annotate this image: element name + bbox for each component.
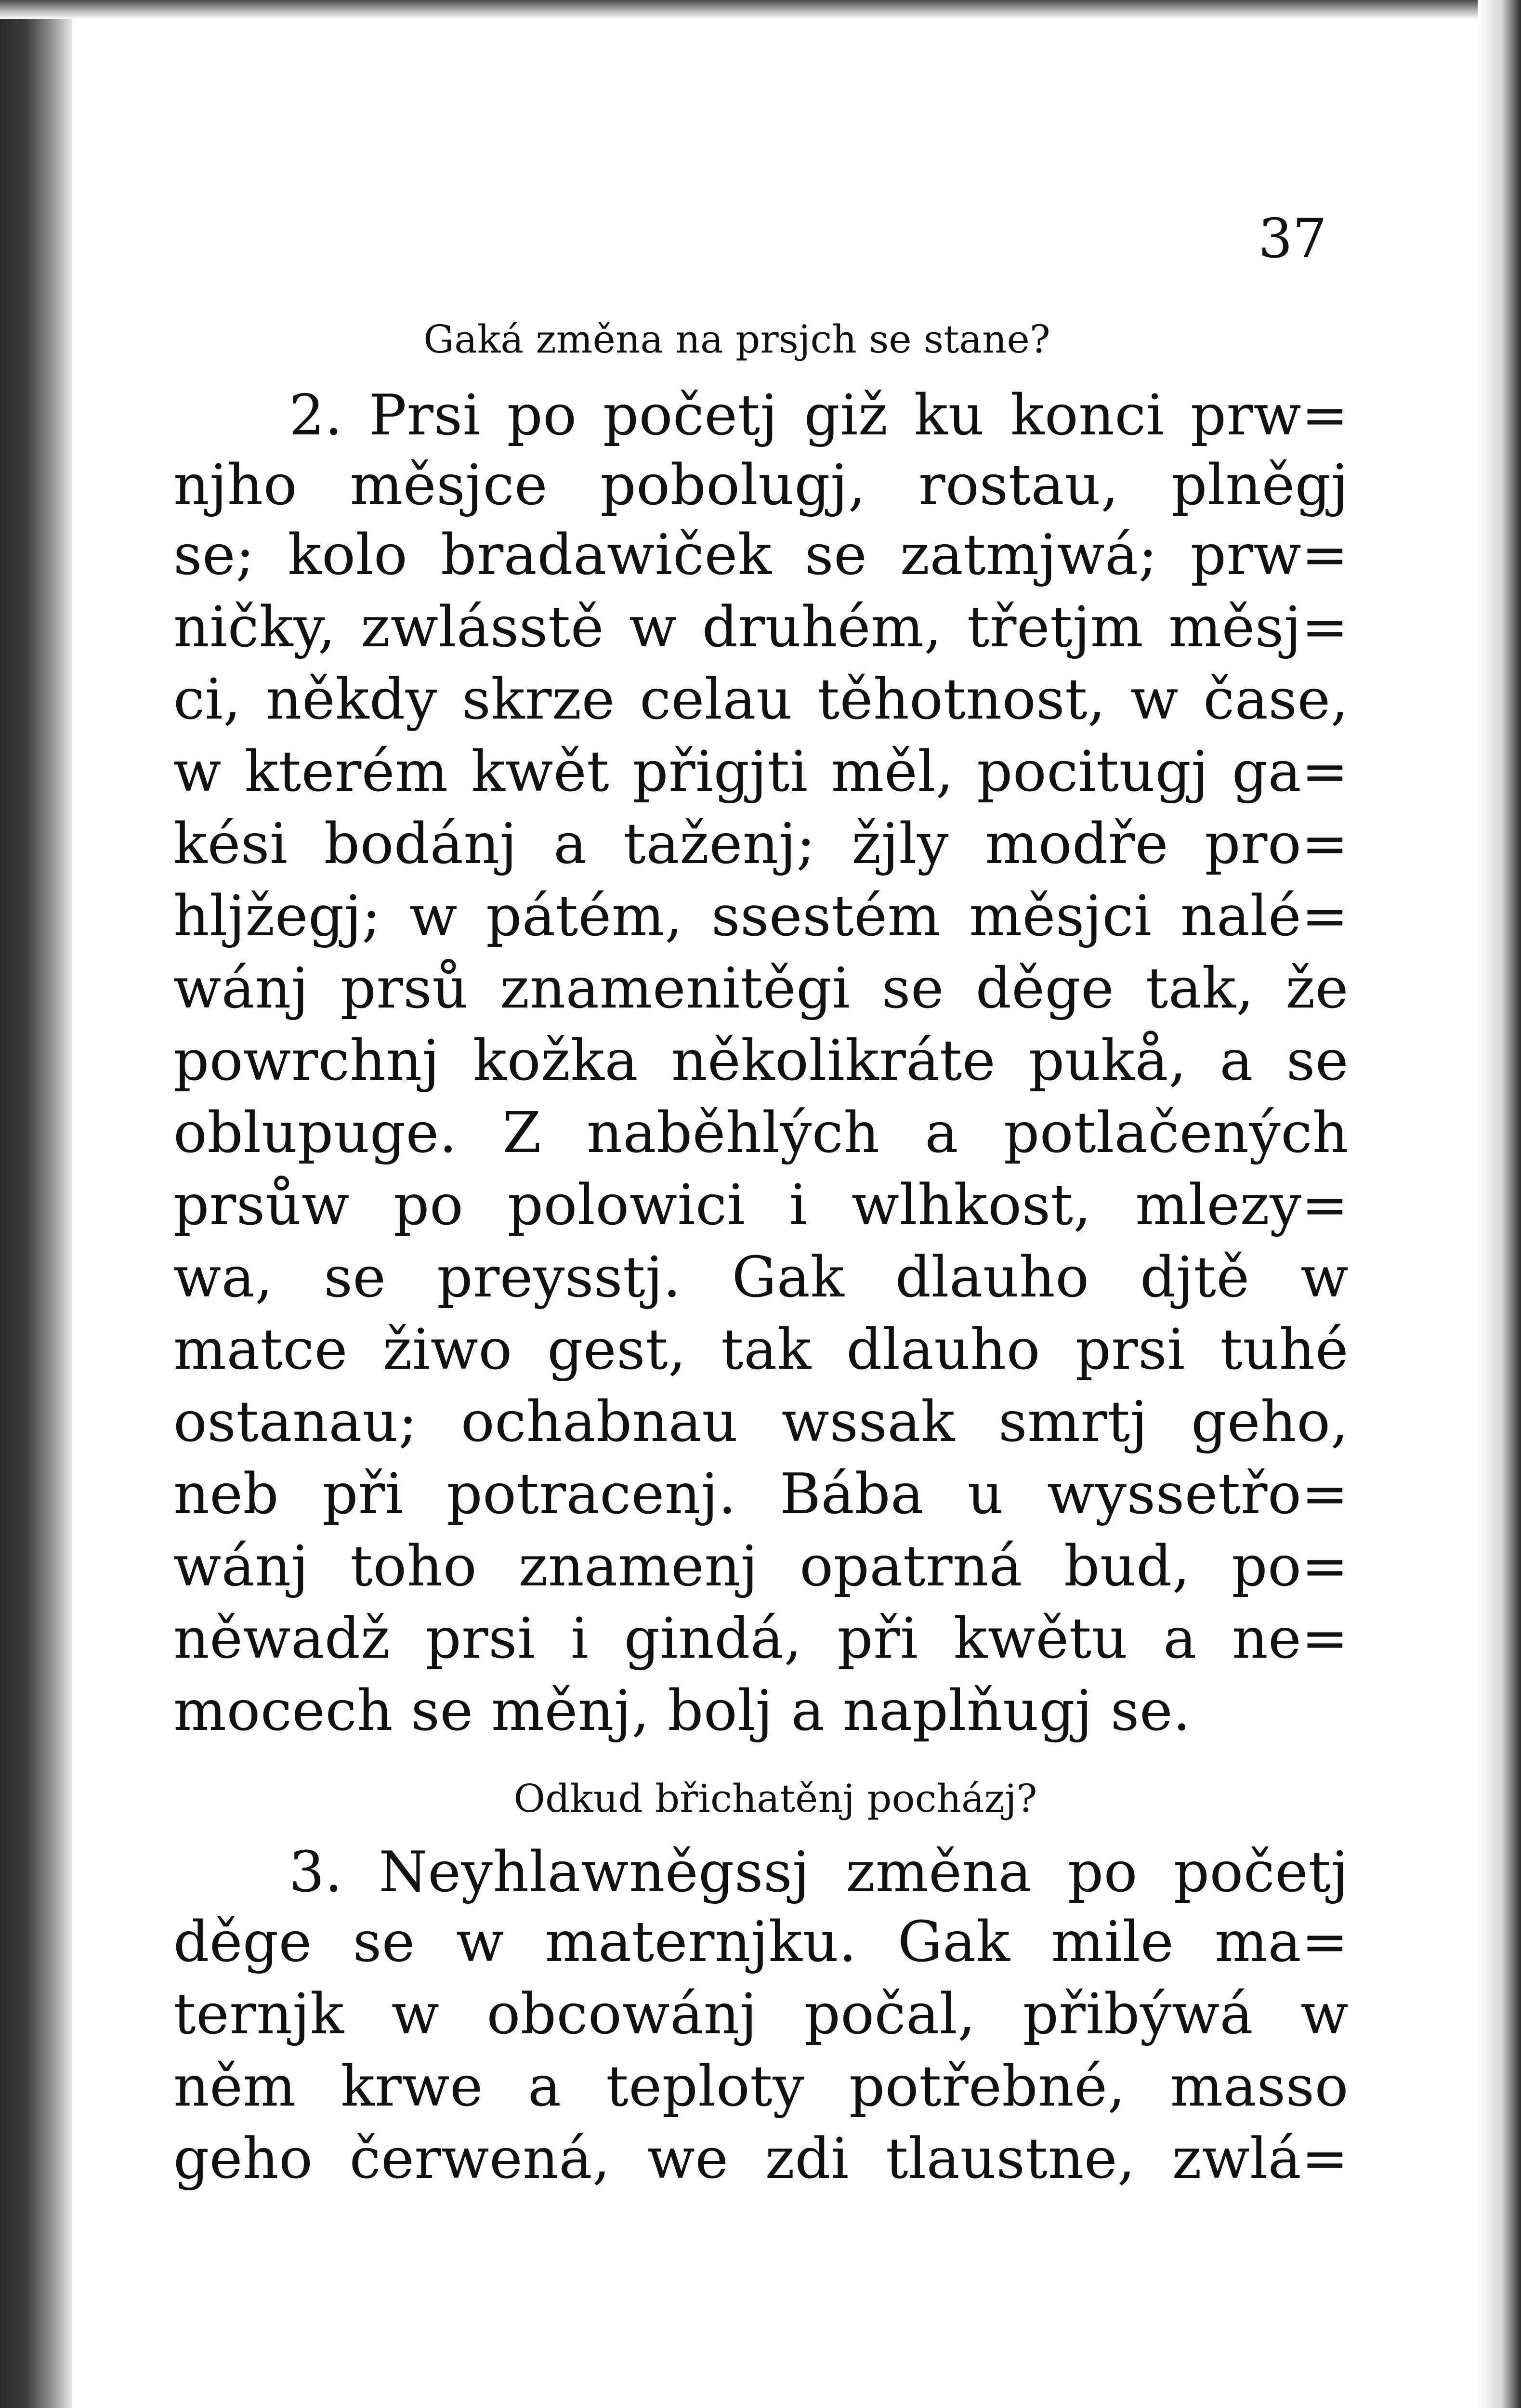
text-line: wánj toho znamenj opatrná bud, po= — [173, 1534, 1349, 1599]
text-line: oblupuge. Z naběhlých a potlačených — [173, 1100, 1349, 1165]
text-line: wa, se preysstj. Gak dlauho djtě w — [173, 1245, 1349, 1310]
text-line: něm krwe a teploty potřebné, masso — [173, 2054, 1349, 2119]
page-number: 37 — [1258, 208, 1327, 270]
text-line: 3. Neyhlawněgssj změna po početj — [289, 1840, 1349, 1905]
text-line: kési bodánj a taženj; žjly modře pro= — [173, 811, 1349, 877]
text-line: ostanau; ochabnau wssak smrtj geho, — [173, 1389, 1349, 1454]
right-page-edge — [1478, 0, 1521, 2408]
text-line: se; kolo bradawiček se zatmjwá; prw= — [173, 523, 1349, 588]
text-line: w kterém kwět přigjti měl, pocitugj ga= — [173, 739, 1349, 804]
text-line: mocech se měnj, bolj a naplňugj se. — [173, 1678, 1191, 1743]
section-heading: Gaká změna na prsjch se stane? — [423, 317, 1050, 362]
text-line: něwadž prsi i gindá, při kwětu a ne= — [173, 1606, 1349, 1671]
text-line: geho čerwená, we zdi tlaustne, zwlá= — [173, 2126, 1349, 2191]
text-line: ci, někdy skrze celau těhotnost, w čase, — [173, 667, 1349, 732]
text-line: neb při potracenj. Bába u wyssetřo= — [173, 1462, 1349, 1527]
text-line: njho měsjce pobolugj, rostau, plněgj — [173, 453, 1349, 518]
text-line: powrchnj kožka několikráte pukå, a se — [173, 1028, 1349, 1093]
top-edge-shadow — [0, 0, 1521, 19]
text-line: ničky, zwlásstě w druhém, třetjm měsj= — [173, 595, 1349, 660]
text-line: děge se w maternjku. Gak mile ma= — [173, 1910, 1349, 1975]
text-line: 2. Prsi po početj giž ku konci prw= — [289, 383, 1349, 448]
text-line: wánj prsů znamenitěgi se děge tak, že — [173, 956, 1349, 1021]
text-line: ternjk w obcowánj počal, přibýwá w — [173, 1982, 1349, 2047]
binding-shadow — [0, 0, 72, 2408]
text-line: prsůw po polowici i wlhkost, mlezy= — [173, 1173, 1349, 1238]
text-line: matce žiwo gest, tak dlauho prsi tuhé — [173, 1317, 1349, 1382]
text-line: hljžegj; w pátém, ssestém měsjci nalé= — [173, 884, 1349, 949]
section-heading: Odkud břichatěnj pocházj? — [513, 1776, 1037, 1821]
